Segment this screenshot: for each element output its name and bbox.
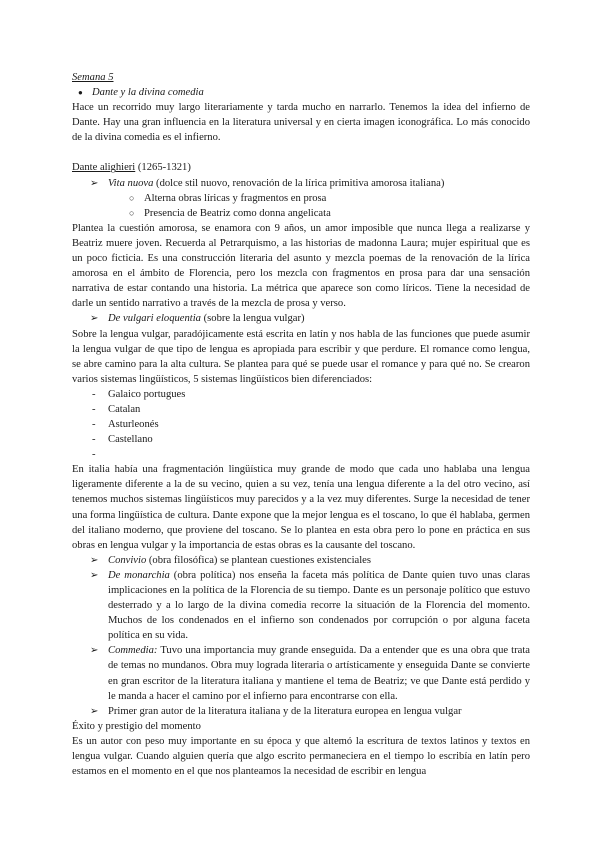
work-description: (dolce stil nuovo, renovación de la lírica primitiva amorosa italiana)	[153, 177, 445, 189]
arrow-bullet-icon: ➢	[90, 554, 99, 566]
work-title: Convivio	[108, 554, 147, 566]
bullet-dot-icon: ●	[78, 88, 83, 98]
work-title: Vita nuova	[108, 177, 154, 189]
topic-bullet	[72, 85, 530, 100]
arrow-bullet-icon: ➢	[90, 705, 99, 717]
author-dates: (1265-1321)	[135, 162, 191, 174]
dash-bullet-icon: -	[92, 388, 96, 400]
arrow-bullet-icon: ➢	[90, 569, 99, 581]
work-title: De monarchia	[108, 569, 170, 581]
author-heading	[72, 160, 530, 175]
language-text: Catalan	[108, 403, 141, 415]
work-title: De vulgari eloquentia	[108, 313, 201, 325]
italy-paragraph: En italia había una fragmentación lingüística muy grande de modo que cada uno hablaba una lengua ligeramente diferente a la de su vecino, quien a su vez, tenía una lengua diferente a la del otro vecino, así tenemos muchos sistemas lingüísticos muy parecidos y a la vez muy diferentes. Surge la necesidad de tener una forma lingüística de cultura. Dante expone que la mejor lengua es el toscano, lo que él hablaba, germen del italiano moderno, que proviene del toscano. Se lo plantea en esta obra pero lo pone en práctica en sus obras en lengua vulgar y la importancia de estas obras es la causante del toscano.	[72, 464, 530, 551]
work-vita-nuova	[72, 176, 530, 191]
author-name: Dante alighieri	[72, 162, 136, 174]
dash-bullet-icon: -	[92, 434, 96, 446]
success-heading: Éxito y prestigio del momento	[72, 720, 201, 732]
dash-bullet-icon: -	[92, 449, 96, 461]
circle-bullet-icon: ○	[129, 192, 135, 203]
sub-bullet	[72, 206, 530, 221]
week-heading: Semana 5	[72, 72, 114, 83]
language-item	[72, 417, 530, 432]
dash-bullet-icon: -	[92, 403, 96, 415]
dash-bullet-icon: -	[92, 419, 96, 431]
work-description: (obra política) nos enseña la faceta más política de Dante quien tuvo unas claras implicaciones en la política de la Florencia de su tiempo. Dante es un personaje político que estuvo desterrado y a lo largo de la divina comedia recorre la situación de la Florencia del momento. Muchos de los condenados en el infierno son condenados por corrupción o por alguna faceta política en su vida.	[108, 569, 530, 642]
arrow-bullet-icon: ➢	[90, 177, 99, 189]
language-item	[72, 447, 530, 462]
work-description: (sobre la lengua vulgar)	[200, 313, 305, 325]
sub-bullet	[72, 191, 530, 206]
work-commedia	[72, 643, 530, 703]
work-de-monarchia	[72, 568, 530, 643]
arrow-bullet-icon: ➢	[90, 645, 99, 657]
circle-bullet-icon: ○	[129, 207, 135, 218]
intro-paragraph: Hace un recorrido muy largo literariamente y tarda mucho en narrarlo. Tenemos la idea del infierno de Dante. Hay una gran influencia en la literatura universal y en cierta imagen iconográfica. Lo más conocido de la divina comedia es el infierno.	[72, 102, 530, 144]
work-convivio	[72, 553, 530, 568]
language-text: Galaico portugues	[108, 388, 186, 400]
spacer	[72, 145, 530, 160]
sub-bullet-text: Presencia de Beatriz como donna angelicata	[144, 207, 331, 219]
language-text: Asturleonés	[108, 419, 159, 431]
work-description: Tuvo una importancia muy grande enseguida. Da a entender que es una obra que trata de temas no mundanos. Obra muy lograda literaria o artísticamente y enseguida Dante se convierte en gran escritor de la literatura italiana y mantiene el tema de Beatriz; ve que Dante está perdido y le manda a hacer el camino por el infierno para encontrarse con ella.	[108, 645, 530, 702]
arrow-bullet-icon: ➢	[90, 313, 99, 325]
sub-bullet-text: Alterna obras líricas y fragmentos en prosa	[144, 192, 327, 204]
first-author-note	[72, 704, 530, 719]
vita-nuova-paragraph: Plantea la cuestión amorosa, se enamora con 9 años, un amor imposible que nunca llega a realizarse y Beatriz muere joven. Recuerda al Petrarquismo, a las historias de madonna Laura; mujer espiritual que es un poco ficticia. Es una construcción literaria del asunto y mezcla poemas de la renovación de la lírica amorosa en el ámbito de Florencia, pero los mezcla con fragmentos en prosa para dar una sensación narrativa de estar contando una historia. La métrica que aparece son como líricos. Tiene la necesidad de darle un sentido narrativo a través de la mezcla de prosa y verso.	[72, 222, 530, 310]
final-paragraph: Es un autor con peso muy importante en su época y que altemó la escritura de textos latinos y textos en lengua vulgar. Cuando alguien quería que algo escrito permaneciera en el tiempo lo escribía en latín pero estamos en el momento en el que nos planteamos la necesidad de escribir en lengua	[72, 735, 530, 778]
language-text: Castellano	[108, 434, 153, 446]
topic-bullet-text: Dante y la divina comedia	[92, 87, 204, 99]
vulgari-paragraph: Sobre la lengua vulgar, paradójicamente está escrita en latín y nos habla de las funciones que puede asumir la lengua vulgar de que tipo de lengua es apropiada para escribir y que perdure. El romance como lengua, se abre camino para la alta cultura. Se plantea para qué se puede usar el romance y para qué no. Se crearon varios sistemas lingüísticos, 5 sistemas lingüísticos bien diferenciados:	[72, 328, 530, 385]
first-author-text: Primer gran autor de la literatura italiana y de la literatura europea en lengua vulgar	[108, 705, 462, 717]
document-page	[72, 70, 530, 779]
work-description: (obra filosófica) se plantean cuestiones existenciales	[146, 554, 371, 566]
language-item	[72, 402, 530, 417]
language-item	[72, 387, 530, 402]
work-title: Commedia:	[108, 645, 158, 657]
language-item	[72, 432, 530, 447]
work-vulgari-eloquentia	[72, 311, 530, 326]
